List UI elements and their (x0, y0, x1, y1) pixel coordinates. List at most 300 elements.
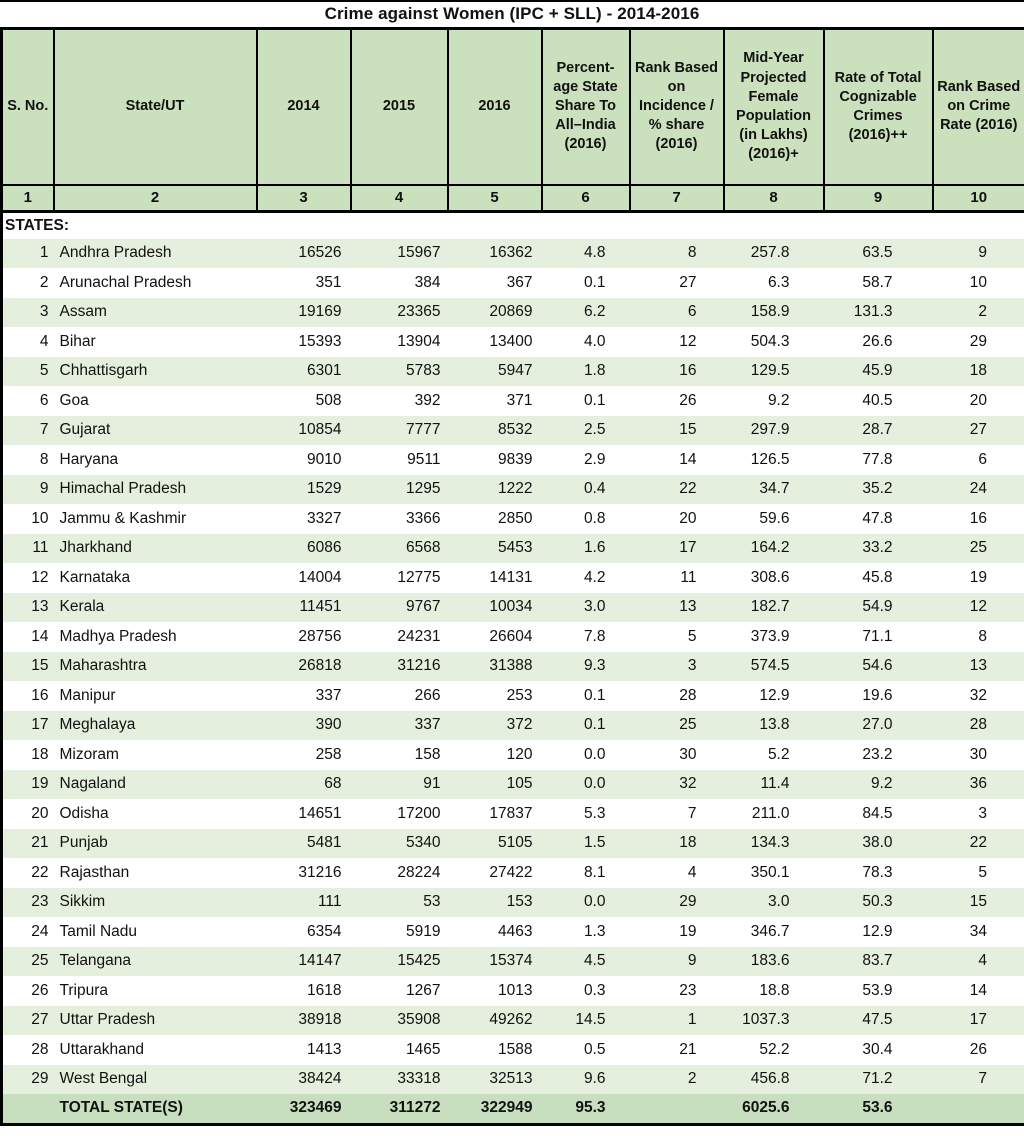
cell-rank-incidence: 1 (630, 1006, 724, 1036)
cell-pct-share: 1.8 (542, 357, 630, 387)
cell-sno: 10 (31, 509, 49, 527)
cell-2014: 390 (257, 711, 351, 741)
cell-female-population: 126.5 (750, 450, 790, 468)
cell-2015: 337 (351, 711, 448, 741)
cell-crime-rate: 53.9 (862, 981, 893, 999)
cell-rank-incidence: 17 (630, 534, 724, 564)
cell-rank-rate: 26 (969, 1040, 987, 1058)
cell-rank-incidence: 29 (630, 888, 724, 918)
cell-state: Haryana (59, 450, 119, 468)
cell-female-population: 183.6 (724, 947, 824, 977)
table-row (2, 770, 1024, 800)
table-row (2, 858, 1024, 888)
cell-2016: 372 (448, 711, 542, 741)
cell-sno: 19 (2, 770, 54, 800)
cell-2014: 508 (315, 391, 342, 409)
table-row (2, 268, 1024, 298)
cell-female-population: 9.2 (767, 391, 790, 409)
cell-rank-incidence: 23 (679, 981, 697, 999)
cell-rank-incidence: 9 (630, 947, 724, 977)
column-number-3: 3 (257, 185, 351, 212)
column-header-sno: S. No. (2, 29, 54, 185)
cell-state: Karnataka (59, 568, 131, 586)
cell-state: Jharkhand (54, 534, 257, 564)
cell-pct-share: 5.3 (583, 804, 606, 822)
cell-2016: 32513 (448, 1065, 542, 1095)
cell-2016: 20869 (448, 298, 542, 328)
cell-crime-rate: 40.5 (862, 391, 893, 409)
total-cell-2014: 323469 (257, 1094, 351, 1124)
cell-state: Rajasthan (59, 863, 130, 881)
cell-pct-share: 7.8 (583, 627, 606, 645)
cell-rank-rate: 7 (933, 1065, 1024, 1095)
cell-rank-rate: 28 (933, 711, 1024, 741)
cell-2014: 68 (257, 770, 351, 800)
cell-2015: 15425 (351, 947, 448, 977)
table-row (2, 563, 1024, 593)
cell-rank-incidence: 7 (687, 804, 697, 822)
cell-crime-rate: 35.2 (824, 475, 933, 505)
cell-sno: 9 (2, 475, 54, 505)
cell-female-population: 1037.3 (724, 1006, 824, 1036)
cell-2016: 31388 (448, 652, 542, 682)
cell-sno: 7 (2, 416, 54, 446)
cell-state: West Bengal (54, 1065, 257, 1095)
cell-female-population: 134.3 (724, 829, 824, 859)
cell-pct-share: 3.0 (542, 593, 630, 623)
cell-pct-share: 2.5 (542, 416, 630, 446)
cell-rank-incidence: 3 (630, 652, 724, 682)
cell-rank-rate: 29 (969, 332, 987, 350)
cell-pct-share: 0.1 (583, 391, 606, 409)
cell-2015: 5340 (351, 829, 448, 859)
column-number-8: 8 (724, 185, 824, 212)
cell-2014: 5481 (257, 829, 351, 859)
column-number-5: 5 (448, 185, 542, 212)
cell-state: Manipur (59, 686, 116, 704)
cell-rank-incidence: 2 (630, 1065, 724, 1095)
total-cell-rank-rate (933, 1094, 1024, 1124)
cell-pct-share: 0.3 (583, 981, 606, 999)
table-row (2, 740, 1024, 770)
table-row (2, 239, 1024, 269)
cell-rank-incidence: 22 (630, 475, 724, 505)
section-row-states (2, 212, 1024, 239)
cell-crime-rate: 47.8 (862, 509, 893, 527)
table-row (2, 711, 1024, 741)
cell-rank-incidence: 6 (630, 298, 724, 328)
cell-female-population: 182.7 (724, 593, 824, 623)
cell-state: Kerala (54, 593, 257, 623)
cell-2014: 38918 (257, 1006, 351, 1036)
cell-rank-rate: 14 (969, 981, 987, 999)
total-cell-crime-rate: 53.6 (824, 1094, 933, 1124)
cell-state: Jammu & Kashmir (59, 509, 187, 527)
column-header-female-population: Mid-Year Projected Female Population (in Lakhs) (2016)+ (724, 29, 824, 185)
cell-rank-rate: 6 (978, 450, 987, 468)
cell-crime-rate: 78.3 (862, 863, 893, 881)
table-row (2, 445, 1024, 475)
cell-rank-incidence: 11 (680, 568, 697, 586)
cell-female-population: 12.9 (759, 686, 790, 704)
cell-state: Himachal Pradesh (54, 475, 257, 505)
cell-pct-share: 9.6 (542, 1065, 630, 1095)
cell-sno: 17 (2, 711, 54, 741)
cell-state: Uttarakhand (59, 1040, 144, 1058)
cell-2014: 26818 (257, 652, 351, 682)
cell-2014: 19169 (257, 298, 351, 328)
cell-2015: 1267 (406, 981, 441, 999)
cell-2016: 49262 (448, 1006, 542, 1036)
cell-2015: 17200 (397, 804, 441, 822)
cell-sno: 4 (39, 332, 49, 350)
total-cell-2015: 311272 (351, 1094, 448, 1124)
cell-2014: 1618 (307, 981, 342, 999)
total-row (2, 1094, 1024, 1124)
cell-state: Maharashtra (54, 652, 257, 682)
cell-2014: 9010 (307, 450, 342, 468)
total-cell-rank-incidence (630, 1094, 724, 1124)
cell-pct-share: 0.5 (583, 1040, 606, 1058)
cell-female-population: 34.7 (724, 475, 824, 505)
cell-pct-share: 0.8 (583, 509, 606, 527)
table-row (2, 386, 1024, 416)
cell-2015: 1295 (351, 475, 448, 505)
cell-sno: 12 (31, 568, 49, 586)
cell-crime-rate: 19.6 (862, 686, 893, 704)
cell-rank-incidence: 27 (679, 273, 697, 291)
cell-2016: 4463 (498, 922, 533, 940)
cell-2014: 14004 (298, 568, 342, 586)
page-title: Crime against Women (IPC + SLL) - 2014-2016 (324, 4, 700, 23)
table-row (2, 947, 1024, 977)
cell-female-population: 52.2 (759, 1040, 790, 1058)
cell-rank-rate: 15 (933, 888, 1024, 918)
cell-pct-share: 0.4 (542, 475, 630, 505)
cell-2014: 38424 (257, 1065, 351, 1095)
cell-2016: 14131 (489, 568, 533, 586)
cell-rank-rate: 18 (933, 357, 1024, 387)
cell-sno: 14 (31, 627, 49, 645)
cell-rank-rate: 9 (933, 239, 1024, 269)
cell-crime-rate: 45.8 (862, 568, 893, 586)
cell-2016: 5453 (448, 534, 542, 564)
cell-2016: 5105 (448, 829, 542, 859)
cell-pct-share: 4.2 (583, 568, 606, 586)
cell-2014: 111 (257, 888, 351, 918)
cell-pct-share: 4.0 (583, 332, 606, 350)
column-header-2015: 2015 (351, 29, 448, 185)
cell-state: Andhra Pradesh (54, 239, 257, 269)
cell-pct-share: 1.6 (542, 534, 630, 564)
table-row (2, 1065, 1024, 1095)
cell-sno: 11 (2, 534, 54, 564)
cell-sno: 24 (31, 922, 49, 940)
cell-rank-incidence: 19 (679, 922, 697, 940)
cell-female-population: 211.0 (751, 804, 790, 822)
cell-female-population: 574.5 (724, 652, 824, 682)
cell-female-population: 13.8 (724, 711, 824, 741)
cell-crime-rate: 71.2 (824, 1065, 933, 1095)
cell-state: Tamil Nadu (59, 922, 138, 940)
cell-rank-rate: 24 (933, 475, 1024, 505)
cell-2014: 15393 (298, 332, 342, 350)
cell-crime-rate: 33.2 (824, 534, 933, 564)
cell-pct-share: 1.3 (583, 922, 606, 940)
table-row (2, 1035, 1024, 1065)
table-body (2, 212, 1024, 1095)
cell-rank-incidence: 32 (630, 770, 724, 800)
cell-crime-rate: 50.3 (824, 888, 933, 918)
table-row (2, 917, 1024, 947)
cell-sno: 29 (2, 1065, 54, 1095)
cell-2016: 1222 (448, 475, 542, 505)
cell-2015: 9767 (351, 593, 448, 623)
cell-pct-share: 0.0 (583, 745, 606, 763)
cell-rank-incidence: 13 (630, 593, 724, 623)
cell-sno: 28 (31, 1040, 49, 1058)
table-row (2, 652, 1024, 682)
cell-sno: 22 (31, 863, 49, 881)
cell-female-population: 11.4 (724, 770, 824, 800)
table-row (2, 475, 1024, 505)
cell-2014: 14147 (257, 947, 351, 977)
cell-2016: 16362 (448, 239, 542, 269)
column-number-1: 1 (2, 185, 54, 212)
cell-2016: 26604 (489, 627, 533, 645)
header-label-row (2, 29, 1024, 185)
cell-pct-share: 4.8 (542, 239, 630, 269)
cell-2014: 10854 (257, 416, 351, 446)
cell-female-population: 5.2 (767, 745, 790, 763)
cell-2015: 266 (414, 686, 441, 704)
cell-2016: 8532 (448, 416, 542, 446)
cell-2015: 23365 (351, 298, 448, 328)
cell-2014: 337 (315, 686, 342, 704)
cell-sno: 13 (2, 593, 54, 623)
cell-2016: 5947 (448, 357, 542, 387)
cell-rank-rate: 30 (969, 745, 987, 763)
cell-rank-incidence: 8 (630, 239, 724, 269)
cell-pct-share: 14.5 (542, 1006, 630, 1036)
cell-2016: 13400 (489, 332, 533, 350)
cell-sno: 8 (39, 450, 49, 468)
cell-2015: 6568 (351, 534, 448, 564)
cell-pct-share: 0.0 (542, 770, 630, 800)
table-header (2, 29, 1024, 212)
table-row (2, 681, 1024, 711)
cell-2016: 15374 (448, 947, 542, 977)
cell-2016: 153 (448, 888, 542, 918)
cell-2015: 28224 (397, 863, 441, 881)
table-row (2, 593, 1024, 623)
cell-rank-rate: 13 (933, 652, 1024, 682)
cell-pct-share: 1.5 (542, 829, 630, 859)
cell-crime-rate: 58.7 (862, 273, 893, 291)
column-number-10: 10 (933, 185, 1024, 212)
cell-female-population: 18.8 (759, 981, 790, 999)
cell-crime-rate: 23.2 (862, 745, 893, 763)
cell-2014: 6301 (257, 357, 351, 387)
cell-rank-rate: 3 (978, 804, 987, 822)
cell-2015: 392 (414, 391, 441, 409)
cell-2015: 33318 (351, 1065, 448, 1095)
cell-female-population: 257.8 (724, 239, 824, 269)
cell-2015: 5919 (406, 922, 441, 940)
total-cell-sno (2, 1094, 54, 1124)
cell-2015: 15967 (351, 239, 448, 269)
cell-rank-incidence: 20 (679, 509, 697, 527)
cell-pct-share: 0.1 (583, 273, 606, 291)
cell-female-population: 373.9 (750, 627, 790, 645)
cell-pct-share: 2.9 (583, 450, 606, 468)
cell-sno: 18 (31, 745, 49, 763)
cell-2014: 1529 (257, 475, 351, 505)
cell-2016: 120 (506, 745, 533, 763)
cell-pct-share: 9.3 (542, 652, 630, 682)
column-header-pct-share: Percent-age State Share To All–India (2016) (542, 29, 630, 185)
cell-2014: 3327 (307, 509, 342, 527)
cell-crime-rate: 45.9 (824, 357, 933, 387)
cell-state: Nagaland (54, 770, 257, 800)
column-number-2: 2 (54, 185, 257, 212)
cell-sno: 27 (2, 1006, 54, 1036)
cell-rank-incidence: 21 (679, 1040, 697, 1058)
cell-2016: 105 (448, 770, 542, 800)
cell-pct-share: 8.1 (583, 863, 606, 881)
cell-female-population: 3.0 (724, 888, 824, 918)
cell-2014: 351 (315, 273, 342, 291)
cell-2014: 6354 (307, 922, 342, 940)
cell-2016: 1013 (498, 981, 533, 999)
cell-pct-share: 0.1 (583, 686, 606, 704)
cell-2014: 1413 (307, 1040, 342, 1058)
cell-state: Uttar Pradesh (54, 1006, 257, 1036)
cell-sno: 16 (31, 686, 49, 704)
cell-rank-rate: 17 (933, 1006, 1024, 1036)
cell-rank-rate: 22 (933, 829, 1024, 859)
cell-sno: 15 (2, 652, 54, 682)
cell-crime-rate: 30.4 (862, 1040, 893, 1058)
cell-female-population: 350.1 (750, 863, 790, 881)
cell-female-population: 456.8 (724, 1065, 824, 1095)
cell-sno: 3 (2, 298, 54, 328)
cell-crime-rate: 77.8 (862, 450, 893, 468)
cell-female-population: 59.6 (759, 509, 790, 527)
cell-female-population: 346.7 (750, 922, 790, 940)
cell-2015: 158 (414, 745, 441, 763)
cell-2014: 16526 (257, 239, 351, 269)
cell-state: Sikkim (54, 888, 257, 918)
table-row (2, 1006, 1024, 1036)
cell-state: Chhattisgarh (54, 357, 257, 387)
cell-2015: 5783 (351, 357, 448, 387)
column-number-4: 4 (351, 185, 448, 212)
cell-2016: 1588 (498, 1040, 533, 1058)
table-row (2, 298, 1024, 328)
cell-rank-rate: 20 (969, 391, 987, 409)
cell-state: Gujarat (54, 416, 257, 446)
cell-crime-rate: 63.5 (824, 239, 933, 269)
cell-sno: 6 (39, 391, 49, 409)
cell-female-population: 158.9 (724, 298, 824, 328)
cell-rank-incidence: 26 (679, 391, 697, 409)
cell-2016: 371 (506, 391, 533, 409)
table-row (2, 504, 1024, 534)
column-header-2016: 2016 (448, 29, 542, 185)
cell-rank-incidence: 4 (687, 863, 697, 881)
table-row (2, 534, 1024, 564)
cell-female-population: 164.2 (724, 534, 824, 564)
cell-female-population: 297.9 (724, 416, 824, 446)
cell-female-population: 6.3 (767, 273, 790, 291)
cell-2015: 35908 (351, 1006, 448, 1036)
cell-2015: 91 (351, 770, 448, 800)
cell-sno: 5 (2, 357, 54, 387)
cell-crime-rate: 47.5 (824, 1006, 933, 1036)
cell-rank-rate: 5 (978, 863, 987, 881)
cell-state: Punjab (54, 829, 257, 859)
table-row (2, 829, 1024, 859)
total-cell-label: TOTAL STATE(S) (54, 1094, 257, 1124)
column-number-7: 7 (630, 185, 724, 212)
cell-2015: 1465 (406, 1040, 441, 1058)
cell-pct-share: 0.0 (542, 888, 630, 918)
cell-crime-rate: 9.2 (824, 770, 933, 800)
cell-state: Goa (59, 391, 89, 409)
cell-rank-incidence: 5 (687, 627, 697, 645)
cell-2016: 27422 (489, 863, 533, 881)
cell-sno: 21 (2, 829, 54, 859)
cell-rank-rate: 2 (933, 298, 1024, 328)
cell-crime-rate: 38.0 (824, 829, 933, 859)
cell-2016: 2850 (498, 509, 533, 527)
cell-2014: 28756 (298, 627, 342, 645)
cell-2016: 9839 (498, 450, 533, 468)
cell-2015: 53 (351, 888, 448, 918)
cell-2015: 3366 (406, 509, 441, 527)
cell-2015: 12775 (397, 568, 441, 586)
cell-crime-rate: 131.3 (824, 298, 933, 328)
cell-rank-rate: 4 (933, 947, 1024, 977)
cell-crime-rate: 26.6 (862, 332, 893, 350)
total-cell-pct-share: 95.3 (542, 1094, 630, 1124)
cell-crime-rate: 54.6 (824, 652, 933, 682)
column-header-state: State/UT (54, 29, 257, 185)
cell-sno: 2 (39, 273, 49, 291)
cell-crime-rate: 27.0 (824, 711, 933, 741)
cell-rank-rate: 12 (933, 593, 1024, 623)
cell-rank-incidence: 14 (679, 450, 697, 468)
cell-crime-rate: 71.1 (862, 627, 893, 645)
cell-2016: 10034 (448, 593, 542, 623)
cell-2015: 9511 (407, 450, 441, 468)
cell-rank-incidence: 16 (630, 357, 724, 387)
cell-rank-incidence: 18 (630, 829, 724, 859)
cell-2014: 14651 (298, 804, 342, 822)
cell-2016: 253 (506, 686, 533, 704)
crime-against-women-table (0, 27, 1024, 1126)
cell-pct-share: 6.2 (542, 298, 630, 328)
cell-2016: 17837 (489, 804, 533, 822)
cell-sno: 20 (31, 804, 49, 822)
total-cell-female-population: 6025.6 (724, 1094, 824, 1124)
column-header-rank-incidence: Rank Based on Incidence / % share (2016) (630, 29, 724, 185)
cell-2014: 6086 (257, 534, 351, 564)
cell-crime-rate: 84.5 (862, 804, 893, 822)
cell-rank-rate: 34 (969, 922, 987, 940)
cell-crime-rate: 28.7 (824, 416, 933, 446)
